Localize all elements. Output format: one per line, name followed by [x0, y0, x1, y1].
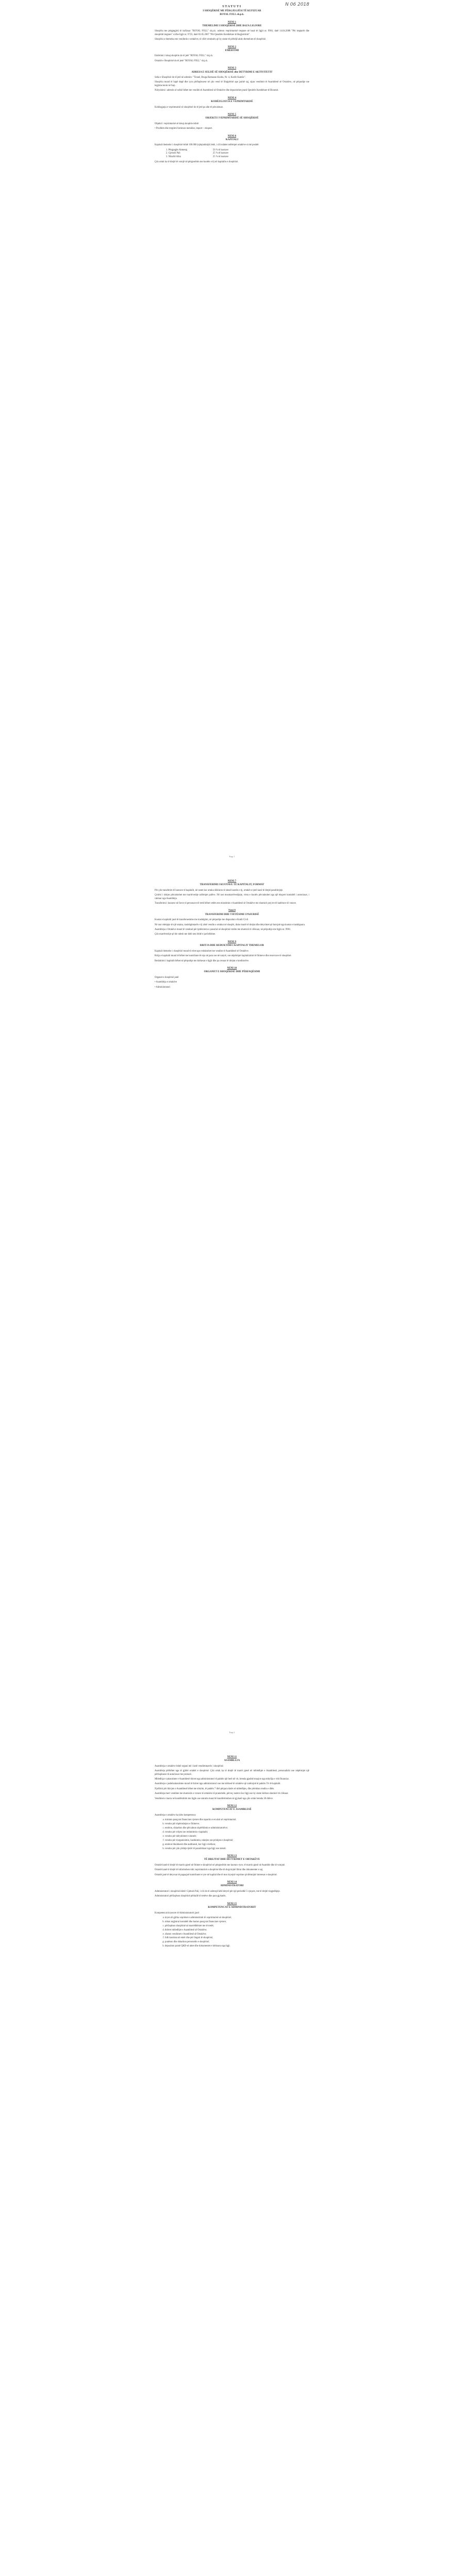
shareholder-share: 50 % të kuotave — [212, 148, 229, 151]
article-heading: RRITJA DHE REDUKTIMI I KAPITALIT THEMELOR — [199, 944, 264, 947]
article-paragraph: Shoqëria me përgjegjësi të kufizuar "ROYAL FOLL" sh.p.k. ushtron veprimtarinë tregtare në bazë të ligjit nr. 9901, datë 14.04.2008 "Për tregtarët dhe shoqëritë tregtare" si dhe ligjit nr. 9723, datë 03.05.2007 "Për Qendrën Kombëtare të Regjistrimit". — [155, 30, 309, 36]
article — [155, 909, 309, 936]
article-paragraph: Asambleja përbëhet nga të gjithë ortakët e shoqërisë. Çdo ortak ka të drejtë të marrë pjesë në mbledhjet e Asamblesë, personalisht ose nëpërmjet një përfaqësuesi të autorizuar me prokurë. — [155, 1770, 309, 1776]
document-page-3 — [155, 1752, 309, 1950]
article-paragraph: Në rast vdekjeje të një ortaku, trashëgimtarët e tij zënë vendin e ortakut në shoqëri, duke marrë të drejtat dhe detyrimet që burojnë nga kuotat e trashëguara. — [155, 923, 305, 926]
article-paragraph: Vendimet e marra në kundërshtim me ligjin ose statutin mund të kundërshtohen në gjykatë nga çdo ortak brenda 30 ditëve. — [155, 1797, 273, 1800]
article-heading: ORGANET E SHOQËRISË DHE PËRFAQËSIMI — [204, 971, 260, 974]
article-paragraph: Rritja e kapitalit mund të bëhet me kontribute të reja në para ose në natyrë, ose nëpërmjet kapitalizimit të fitimeve dhe rezervave të shoqërisë. — [155, 955, 292, 958]
list-item: f. vendos për riorganizimin, bashkimin, ndarjen ose prishjen e shoqërisë; — [165, 1839, 309, 1842]
article-heading: KOMPETENCAT E ADMINISTRATORIT — [208, 1906, 256, 1909]
article — [155, 1903, 309, 1948]
article — [155, 113, 309, 131]
list-item: a. kryen të gjitha veprimet e administrimit të veprimtarisë së shoqërisë; — [165, 1917, 309, 1920]
article-paragraph: Emërtimi i kësaj shoqërie do të jetë "ROYAL FOLL" sh.p.k. — [155, 55, 213, 58]
document-subtitle — [155, 10, 309, 16]
article-number: NENI 11 — [227, 1756, 237, 1758]
article — [155, 1855, 309, 1877]
document-title: STATUTI — [222, 5, 242, 8]
shareholder-share: 25 % të kuotave — [212, 155, 229, 158]
article-heading: KOHËZGJATJA E VEPRIMTARISË — [211, 100, 253, 104]
article-number: NENI 6 — [227, 134, 237, 138]
article-number: NENI 2 — [227, 45, 237, 48]
page-number: Faqe 2 — [229, 1731, 235, 1734]
article-paragraph: Shoqëria mund të hapë degë dhe zyra përfaqësuese në çdo vend të Shqipërisë apo jashtë saj, sipas vendimit të Asamblesë së Ortakëve, në përputhje me legjislacionin në fuqi. — [155, 81, 309, 87]
list-item: d. vendos për rritjen ose reduktimin e kapitalit; — [165, 1831, 309, 1834]
article-heading: ADMINISTRATORI — [220, 1885, 244, 1888]
shareholder-name: 1. Përgjegjës Ahmetaj — [166, 148, 188, 151]
article-heading: TRANSFERIMI I KUOTAVE TË KAPITALIT, FORMAT — [199, 884, 264, 887]
article-number: Neni 8 — [228, 909, 236, 912]
article — [155, 1881, 309, 1899]
article-paragraph: Organet e shoqërisë janë: — [155, 976, 179, 979]
article-paragraph: Ortakët kanë të drejtë të marrin pjesë në fitimet e shoqërisë në përpjesëtim me kuotat e tyre, të marrin pjesë në Asamble dhe të votojnë. — [155, 1863, 286, 1867]
list-item: g. punëson dhe shkarkon personelin e shoqërisë; — [165, 1941, 309, 1944]
article-paragraph: Shoqëria u themelua me vendimin e ortakëve, të cilët vendosën që ky statut të përbëjë aktin themelues të shoqërisë. — [155, 38, 266, 41]
article-paragraph: Kohëzgjatja e veprimtarisë së shoqërisë do të jetë pa afat të përcaktuar. — [155, 106, 224, 109]
article-paragraph: Kuotat e kapitalit janë të transferueshme me trashëgimi, në përputhje me dispozitat e Kodit Civil. — [155, 919, 249, 922]
subtitle-line: ROYAL FOLL sh.p.k. — [220, 13, 244, 16]
article-paragraph: Asambleja e jashtëzakonshme mund të thirret nga administratori ose me kërkesë të ortakëve që zotërojnë të paktën 5% të kapitalit. — [155, 1783, 281, 1786]
article-paragraph: Njoftimi për thirrjen e Asamblesë bëhet me shkrim, të paktën 7 ditë përpara datës së mbledhjes, dhe përmban rendin e ditës. — [155, 1787, 275, 1790]
article-paragraph: Mbledhja e zakonshme e Asamblesë thirret nga administratori të paktën një herë në vit, brenda gjashtë muajve nga mbyllja e vitit financiar. — [155, 1778, 289, 1781]
article — [155, 1756, 309, 1801]
article-paragraph: Ndryshimi i adresës së selisë bëhet me vendim të Asamblesë së Ortakëve dhe depozitohet pranë Qendrës Kombëtare të Biznesit. — [155, 89, 279, 92]
article-paragraph: Administratori përfaqëson shoqërinë përballë të tretëve dhe para gjykatës. — [155, 1895, 226, 1898]
article-list — [155, 1819, 309, 1851]
subtitle-line: I SHOQËRISË ME PËRGJEGJËSI TË KUFIZUAR — [203, 10, 261, 13]
list-item: g. emëron likuiduesit dhe audituesit, kur ligji e kërkon; — [165, 1843, 309, 1846]
article-paragraph: Asambleja merr vendime me shumicën e votave të ortakëve të pranishëm, përveç rasteve kur ligji ose ky statut kërkon shumicë të cilësuar. — [155, 1792, 289, 1795]
article-number: NENI 3 — [227, 67, 237, 70]
article-paragraph: Kapitali themelor i shoqërisë mund të rritet apo reduktohet me vendim të Asamblesë së Ortakëve. — [155, 950, 249, 953]
article-paragraph: Ortakët kanë të drejtë të informohen mbi veprimtarinë e shoqërisë dhe të shqyrtojnë librat dhe dokumentet e saj. — [155, 1869, 263, 1872]
list-item: h. depoziton pranë QKB-së aktet dhe dokumentet e kërkuara nga ligji. — [165, 1945, 309, 1948]
article — [155, 97, 309, 109]
article-number: NENI 4 — [227, 96, 237, 99]
article-number: NENI 12 — [227, 1805, 237, 1808]
article-heading: KOMPETENCAT E ASAMBLESË — [212, 1808, 252, 1811]
table-row — [165, 156, 247, 159]
page-number: Faqe 1 — [229, 855, 235, 858]
list-item: e. zbaton vendimet e Asamblesë së Ortakëve; — [165, 1933, 309, 1936]
shareholders-table — [165, 149, 247, 159]
shareholder-name: 3. Nikollë Alku — [166, 155, 181, 158]
list-item: b. vendos për shpërndarjen e fitimeve; — [165, 1823, 309, 1826]
article-paragraph: Objekti i veprimtarisë së kësaj shoqërie është: — [155, 122, 199, 125]
article — [155, 1805, 309, 1851]
article — [155, 67, 309, 92]
list-item: b. mban regjistrat kontabël dhe harton pasqyrat financiare vjetore; — [165, 1921, 309, 1924]
article-number: NENI 7 — [227, 880, 237, 883]
shareholder-share: 25 % të kuotave — [212, 152, 229, 155]
list-item: h. vendos për çdo çështje tjetër të parashikuar nga ligji ose statuti. — [165, 1848, 309, 1851]
article-paragraph: Asambleja e ortakëve është organi më i lartë vendimmarrës i shoqërisë. — [155, 1765, 224, 1768]
article-paragraph: Çmimi i shitjes përcaktohet me marrëveshje ndërmjet palëve. Në rast mosmarrëveshjeje, vlera e kuotës përcaktohet nga një ekspert kontabël i autorizuar, i caktuar nga Asambleja. — [155, 894, 309, 900]
article-paragraph: Reduktimi i kapitalit bëhet në përputhje me kërkesat e ligjit dhe pa cenuar të drejtat e kreditorëve. — [155, 959, 249, 962]
article-paragraph: Çdo marrëveshje që bie ndesh me këtë nen është e pavlefshme. — [155, 933, 216, 936]
article-paragraph: Kompetencat kryesore të Administratorit janë: — [155, 1911, 199, 1914]
list-item: e. vendos për ndryshimet e statutit; — [165, 1835, 309, 1838]
article-heading: TË DREJTAT DHE DETYRIMET E ORTAKËVE — [204, 1858, 260, 1861]
shareholder-name: 2. Gjetush Pali — [166, 152, 180, 155]
article-number: NENI 9 — [227, 940, 237, 943]
list-item: a. miraton pasqyrat financiare vjetore dhe raportin e ecurisë së veprimtarisë; — [165, 1819, 309, 1822]
article — [155, 46, 309, 63]
article-paragraph: Administratori i shoqërisë është: Gjetush Pali, i cili do të ushtrojë këtë detyrë për një periudhë 5-vjeçare, me të drejtë rizgjedhjeje. — [155, 1890, 280, 1893]
article — [155, 967, 309, 989]
article-number: NENI 15 — [227, 1902, 237, 1905]
article-paragraph: Asambleja e Ortakëve mund të vendosë për tjetërsimin e pasurisë së shoqërisë vetëm me shumicë të cilësuar, në përputhje me ligjin nr. 9901. — [155, 928, 291, 931]
article-paragraph: Për çdo transferim të kuotave të kapitalit, në rastet kur ortaku dëshiron të shesë kuotën e tij, ortakët e tjerë kanë të drejtë parablerjeje. — [155, 889, 283, 892]
article-paragraph: Transferimi i kuotave në favor të personave të tretë bëhet vetëm me miratimin e Asamblesë së Ortakëve me shumicë prej tre të katërtave të votave. — [155, 902, 297, 905]
article-heading: ADRESA E SELISË SË SHOQËRISË dhe DETYRIMI E AKTIVITETIT — [191, 71, 273, 74]
article — [155, 135, 309, 164]
article-number: NENI 13 — [227, 1855, 237, 1858]
article-number: NENI 1 — [227, 21, 237, 24]
article — [155, 21, 309, 42]
article — [155, 941, 309, 963]
list-item: d. thërret mbledhjet e Asamblesë së Ortakëve; — [165, 1929, 309, 1932]
article-paragraph: • Asambleja e ortakëve — [155, 981, 177, 984]
article-number: NENI 5 — [227, 113, 237, 116]
list-item: c. përfaqëson shoqërinë në marrëdhëniet me të tretët; — [165, 1925, 309, 1928]
article-paragraph: Ortakët janë të detyruar të paguajnë kontributet e tyre në kapital dhe të mos kryejnë veprime që dëmtojnë interesat e shoqërisë. — [155, 1873, 277, 1876]
article-paragraph: Çdo ortak ka të drejtë të votojë në përpjesëtim me kuotën e tij në kapitalin e shoqërisë. — [155, 160, 239, 163]
article-paragraph: Kapitali themelor i shoqërisë është 100.000 (njëqindmijë) lekë, i cili ndahet ndërmjet ortakëve si më poshtë: — [155, 144, 259, 147]
article-heading: EMËRTIMI — [225, 49, 239, 53]
article-heading: ASAMBLEJA — [224, 1759, 240, 1762]
article-number: NENI 14 — [227, 1881, 237, 1884]
handwritten-note: N 06 2018 — [285, 2, 309, 7]
document-page-2 — [155, 876, 309, 991]
article-paragraph: Selia e Shoqërisë do të jetë në adresën: "Tiranë, Rruga Ramazan Kodra, Nr. 4, Kodër Kamëz". — [155, 76, 246, 79]
list-item: f. lidh kontrata në emër dhe për llogari të shoqërisë; — [165, 1937, 309, 1940]
article-heading: THEMELIMI I SHOQËRISË DHE BAZA LIGJORE — [202, 25, 262, 27]
article-paragraph: • Administratori — [155, 986, 171, 989]
article-paragraph: Ortakët e Shoqërisë do të jenë "ROYAL FOLL" sh.p.k. — [155, 59, 208, 62]
article-paragraph: Asambleja e ortakëve ka këto kompetenca: — [155, 1814, 196, 1817]
article-heading: OBJEKTI I VEPRIMTARISË SË SHOQËRISË — [205, 117, 259, 120]
article-heading: KAPITALI — [225, 138, 239, 141]
article-list — [155, 1917, 309, 1948]
list-item: c. emëron, shkarkon dhe përcakton shpërblimin e administratorëve; — [165, 1827, 309, 1830]
article — [155, 880, 309, 905]
article-heading: TRANSFERIMI DHE TJETËSIMI I PASURISË — [205, 913, 259, 916]
document-page-1 — [155, 5, 309, 165]
article-paragraph: • Prodhim dhe tregtimi furnitura metalike, import – eksport. — [155, 127, 213, 130]
article-number: NENI 10 — [227, 967, 237, 970]
